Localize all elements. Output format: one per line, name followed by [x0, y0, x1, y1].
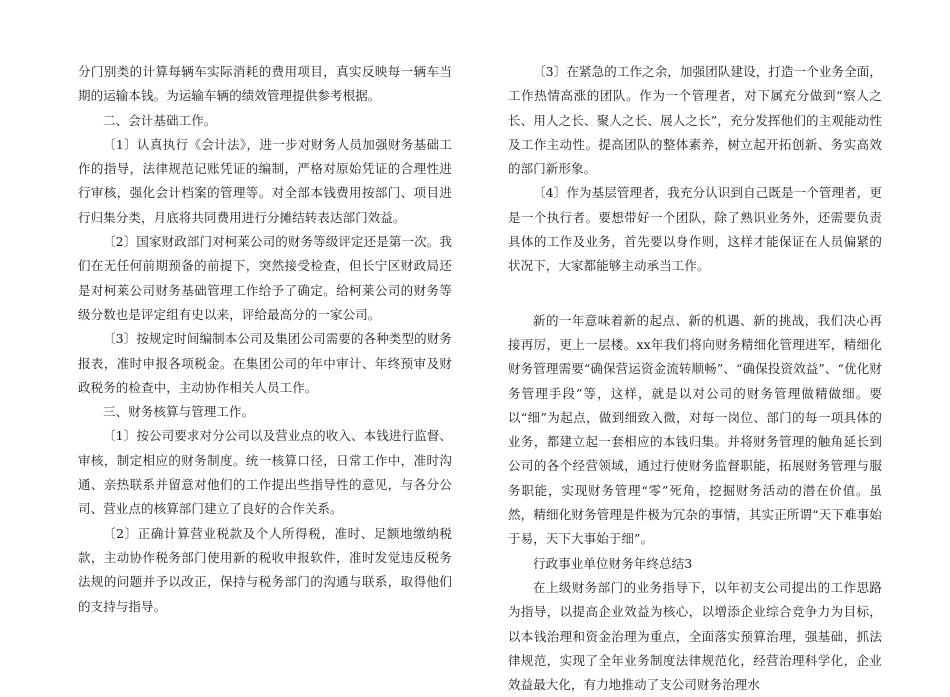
paragraph: 〔2〕正确计算营业税款及个人所得税，准时、足额地缴纳税款，主动协作税务部门使用新的税收申报软件，准时发觉违反税务法规的问题并予以改正，保持与税务部门的沟通与联系，取得他们的支持与指导。 [78, 525, 452, 614]
paragraph: 〔4〕作为基层管理者，我充分认识到自己既是一个管理者，更是一个执行者。要想带好一个团队，除了熟识业务外，还需要负责具体的工作及业务，首先要以身作则，这样才能保证在人员偏紧的状况下，大家都能够主动承当工作。 [508, 185, 882, 274]
paragraph: 〔1〕认真执行《会计法》，进一步对财务人员加强财务基础工作的指导，法律规范记账凭证的编制，严格对原始凭证的合理性进行审核，强化会计档案的管理等。对全部本钱费用按部门、项目进行归集分类，月底将共同费用进行分摊结转表达部门效益。 [78, 136, 452, 225]
document-title: 行政事业单位财务年终总结3 [533, 555, 693, 571]
paragraph-gap [508, 279, 882, 309]
section-heading: 三、财务核算与管理工作。 [103, 404, 255, 420]
right-column [508, 60, 882, 697]
paragraph: 〔1〕按公司要求对分公司以及营业点的收入、本钱进行监督、审核，制定相应的财务制度。统一核算口径，日常工作中，准时沟通、亲热联系并留意对他们的工作提出些指导性的意见，与各分公司、营业点的核算部门建立了良好的合作关系。 [78, 428, 452, 517]
paragraph: 在上级财务部门的业务指导下，以年初支公司提出的工作思路为指导，以提高企业效益为核心，以增添企业综合竞争力为目标，以本钱治理和资金治理为重点，全面落实预算治理，强基础，抓法律规范，实现了全年业务制度法律规范化，经营治理科学化，企业效益最大化，有力地推动了支公司财务治理水 [508, 579, 882, 693]
section-heading: 二、会计基础工作。 [103, 112, 217, 128]
paragraph: 〔3〕在紧急的工作之余，加强团队建设，打造一个业务全面，工作热情高涨的团队。作为一个管理者，对下属充分做到“察人之长、用人之长、聚人之长、展人之长”，充分发挥他们的主观能动性及工作主动性。提高团队的整体素养，树立起开拓创新、务实高效的部门新形象。 [508, 64, 882, 177]
paragraph: 〔2〕国家财政部门对柯莱公司的财务等级评定还是第一次。我们在无任何前期预备的前提下，突然接受检查，但长宁区财政局还是对柯莱公司财务基础管理工作给予了确定。给柯莱公司的财务等级分数也是评定组有史以来，评给最高分的一家公司。 [78, 234, 452, 322]
left-column [78, 60, 452, 619]
paragraph: 新的一年意味着新的起点、新的机遇、新的挑战，我们决心再接再厉，更上一层楼。xx年我们将向财务精细化管理进军，精细化财务管理需要“确保营运资金流转顺畅”、“确保投资效益”、“优化财务管理手段”等，这样，就是以对公司的财务管理做精做细。要以“细”为起点，做到细致入微，对每一岗位、部门的每一项具体的业务，都建立起一套相应的本钱归集。并将财务管理的触角延长到公司的各个经营领域，通过行使财务监督职能，拓展财务管理与服务职能，实现财务管理“零”死角，挖掘财务活动的潜在价值。虽然，精细化财务管理是件极为冗杂的事情，其实正所谓“天下难事始于易，天下大事始于细”。 [508, 312, 882, 547]
paragraph: 分门别类的计算每辆车实际消耗的费用项目，真实反映每一辆车当期的运输本钱。为运输车辆的绩效管理提供参考根据。 [78, 64, 452, 104]
paragraph: 〔3〕按规定时间编制本公司及集团公司需要的各种类型的财务报表，准时申报各项税金。在集团公司的年中审计、年终预审及财政税务的检查中，主动协作相关人员工作。 [78, 331, 452, 395]
